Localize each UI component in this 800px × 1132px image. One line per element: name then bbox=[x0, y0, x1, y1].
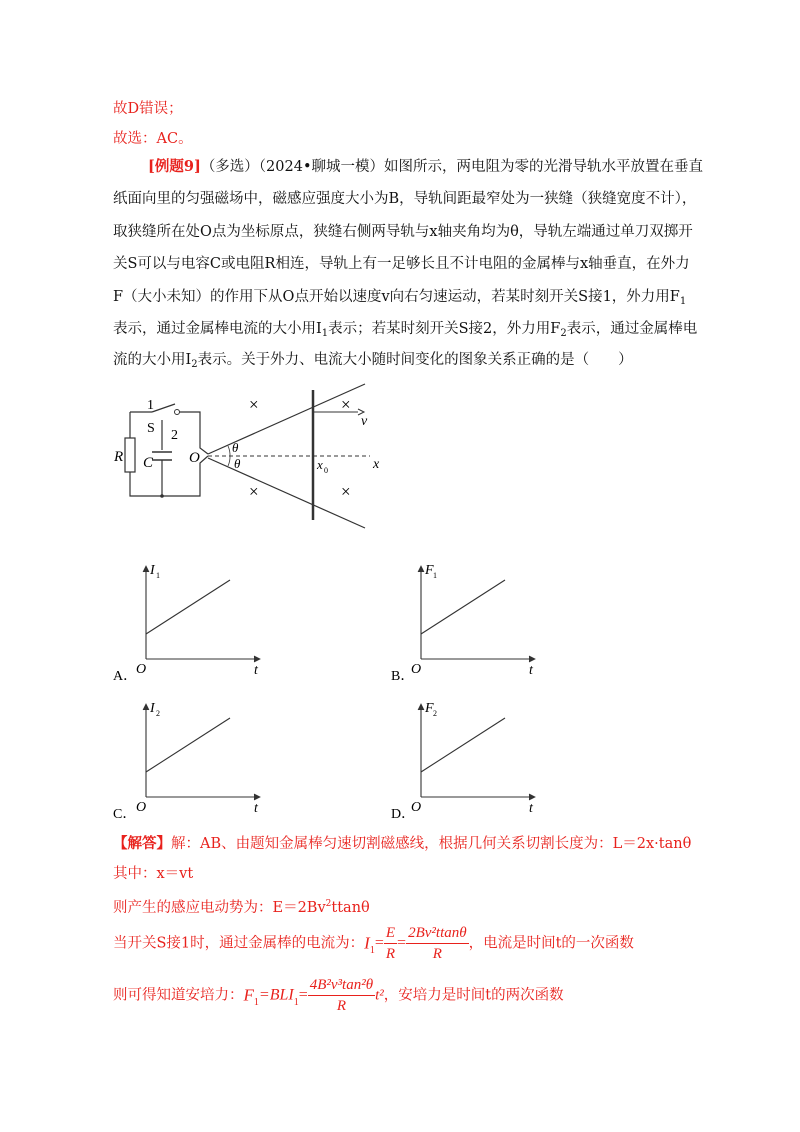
s4-frac-1-num: E bbox=[384, 923, 397, 944]
x-axis-arrow bbox=[529, 794, 535, 800]
q7-sub: 2 bbox=[191, 359, 198, 370]
solution-line-2: 其中：x＝vt bbox=[113, 866, 194, 882]
s5-eq: = bbox=[298, 986, 308, 1004]
solution-line-1 bbox=[113, 834, 691, 854]
solution-line-5 bbox=[113, 975, 564, 1016]
field-mark-4: × bbox=[341, 482, 351, 501]
solution-line-3 bbox=[113, 894, 370, 918]
label-x0-sub: 0 bbox=[324, 466, 328, 475]
solution-sup-3: 2 bbox=[325, 899, 332, 909]
s5-mid: =BLI bbox=[258, 986, 294, 1004]
q6-text-b: 表示；若某时刻开关S接2，外力用F bbox=[328, 321, 561, 337]
q6-text-c: 表示，通过金属棒电 bbox=[566, 321, 698, 337]
s5-lhs: F bbox=[243, 985, 254, 1005]
label-pole-2: 2 bbox=[171, 428, 178, 443]
s4-frac-2-num: 2Bv²ttanθ bbox=[406, 923, 469, 944]
option-A-label[interactable]: A． bbox=[113, 669, 138, 684]
q6-sub-2: 2 bbox=[560, 328, 567, 339]
option-D-graph bbox=[405, 694, 545, 816]
s5-frac bbox=[308, 975, 375, 1016]
s5-post: ，安培力是时间t的两次函数 bbox=[383, 987, 564, 1004]
field-mark-1: × bbox=[249, 395, 259, 414]
question-tag: [例题9] bbox=[148, 158, 201, 175]
angle-arc-upper bbox=[228, 446, 230, 456]
y-axis-arrow bbox=[143, 566, 149, 572]
s4-lhs-sub: 1 bbox=[369, 944, 375, 956]
option-B-graph bbox=[405, 556, 545, 678]
y-axis-arrow bbox=[418, 566, 424, 572]
angle-arc-lower bbox=[228, 456, 230, 466]
text-line-1: 故D错误； bbox=[113, 101, 183, 117]
circuit-top-wire bbox=[179, 412, 208, 454]
junction-dot bbox=[160, 494, 164, 498]
option-C-graph bbox=[130, 694, 270, 816]
option-C-label[interactable]: C． bbox=[113, 807, 137, 822]
solution-text-3b: ttanθ bbox=[331, 900, 370, 916]
s4-frac-1-den: R bbox=[385, 946, 396, 962]
graph-line bbox=[421, 580, 505, 634]
label-capacitor-C: C bbox=[143, 455, 154, 471]
s5-frac-den: R bbox=[336, 998, 346, 1014]
s4-lhs: I bbox=[364, 933, 370, 953]
question-line-2: 纸面向里的匀强磁场中，磁感应强度大小为B，导轨间距最窄处为一狭缝（狭缝宽度不计）， bbox=[113, 191, 697, 207]
q5-text: F（大小未知）的作用下从O点开始以速度v向右匀速运动，若某时刻开关S接1，外力用F bbox=[113, 289, 680, 305]
y-axis-arrow bbox=[418, 704, 424, 710]
graph-line bbox=[421, 718, 505, 772]
s4-pre: 当开关S接1时，通过金属棒的电流为： bbox=[113, 935, 365, 952]
option-A-graph bbox=[130, 556, 270, 678]
q6-text-a: 表示，通过金属棒电流的大小用I bbox=[113, 321, 322, 337]
question-line-6 bbox=[113, 319, 697, 344]
origin-label: O bbox=[136, 800, 147, 815]
question-line-3: 取狭缝所在处O点为坐标原点，狭缝右侧两导轨与x轴夹角均为θ，导轨左端通过单刀双掷开 bbox=[113, 224, 693, 240]
x-axis-label: t bbox=[529, 663, 533, 678]
text-line-2: 故选：AC。 bbox=[113, 131, 193, 147]
graph-line bbox=[146, 580, 230, 634]
x-axis-arrow bbox=[254, 656, 260, 662]
s4-post: ，电流是时间t的一次函数 bbox=[468, 935, 634, 952]
solution-text-3a: 则产生的感应电动势为：E＝2Bv bbox=[113, 900, 326, 916]
question-line-1 bbox=[148, 157, 703, 177]
s5-mid-sub: 1 bbox=[293, 996, 299, 1008]
s4-frac-2-den: R bbox=[432, 946, 442, 962]
origin-label: O bbox=[411, 800, 422, 815]
label-origin-O: O bbox=[189, 450, 200, 466]
y-axis-arrow bbox=[143, 704, 149, 710]
y-axis-label: F bbox=[425, 563, 434, 578]
solution-line-4 bbox=[113, 923, 634, 964]
s5-lhs-sub: 1 bbox=[253, 996, 259, 1008]
s4-eq-2: = bbox=[397, 934, 407, 952]
label-switch-S: S bbox=[147, 421, 155, 436]
question-line-7 bbox=[113, 350, 633, 375]
field-mark-2: × bbox=[341, 395, 351, 414]
graph-line bbox=[146, 718, 230, 772]
x-axis-arrow bbox=[529, 656, 535, 662]
resistor-icon bbox=[125, 438, 135, 472]
option-B-label[interactable]: B． bbox=[391, 669, 415, 684]
q7-text-b: 表示。关于外力、电流大小随时间变化的图象关系正确的是（ ） bbox=[197, 352, 633, 368]
s5-pre: 则可得知道安培力： bbox=[113, 987, 244, 1004]
s4-frac-2 bbox=[406, 923, 469, 964]
origin-label: O bbox=[411, 662, 422, 677]
rail-circuit-diagram bbox=[100, 380, 400, 540]
q6-sub-1: 1 bbox=[321, 328, 329, 339]
switch-blade bbox=[152, 404, 175, 412]
origin-label: O bbox=[136, 662, 147, 677]
switch-contact bbox=[175, 410, 180, 415]
y-axis-sub: 2 bbox=[156, 709, 160, 718]
s4-eq-1: = bbox=[374, 934, 384, 952]
x-axis-label: t bbox=[254, 663, 258, 678]
y-axis-sub: 1 bbox=[156, 571, 160, 580]
solution-tag: 【解答】 bbox=[113, 835, 171, 852]
option-D-label[interactable]: D． bbox=[391, 807, 416, 822]
solution-text-1: 解：AB、由题知金属棒匀速切割磁感线，根据几何关系切割长度为：L＝2x·tanθ bbox=[171, 836, 692, 852]
label-resistor-R: R bbox=[114, 449, 124, 465]
question-text-1: （多选）（2024•聊城一模）如图所示，两电阻为零的光滑导轨水平放置在垂直 bbox=[200, 159, 704, 175]
field-mark-3: × bbox=[249, 482, 259, 501]
s5-frac-num: 4B²v³tan²θ bbox=[308, 975, 375, 996]
q5-sub: 1 bbox=[679, 296, 687, 307]
q7-text-a: 流的大小用I bbox=[113, 352, 192, 368]
s5-t: t² bbox=[375, 987, 384, 1004]
label-axis-x: x bbox=[373, 457, 380, 472]
label-theta-upper: θ bbox=[232, 440, 239, 455]
x-axis-label: t bbox=[529, 801, 533, 816]
label-x0: x bbox=[317, 457, 323, 472]
y-axis-sub: 2 bbox=[433, 709, 437, 718]
label-theta-lower: θ bbox=[234, 456, 241, 471]
y-axis-label: I bbox=[150, 701, 155, 716]
question-line-5 bbox=[113, 287, 686, 312]
label-velocity-v: v bbox=[361, 414, 368, 429]
x-axis-arrow bbox=[254, 794, 260, 800]
label-pole-1: 1 bbox=[147, 398, 154, 413]
y-axis-sub: 1 bbox=[433, 571, 437, 580]
question-line-4: 关S可以与电容C或电阻R相连，导轨上有一足够长且不计电阻的金属棒与x轴垂直，在外力 bbox=[113, 256, 690, 272]
y-axis-label: I bbox=[150, 563, 155, 578]
x-axis-label: t bbox=[254, 801, 258, 816]
y-axis-label: F bbox=[425, 701, 434, 716]
s4-frac-1 bbox=[384, 923, 397, 964]
